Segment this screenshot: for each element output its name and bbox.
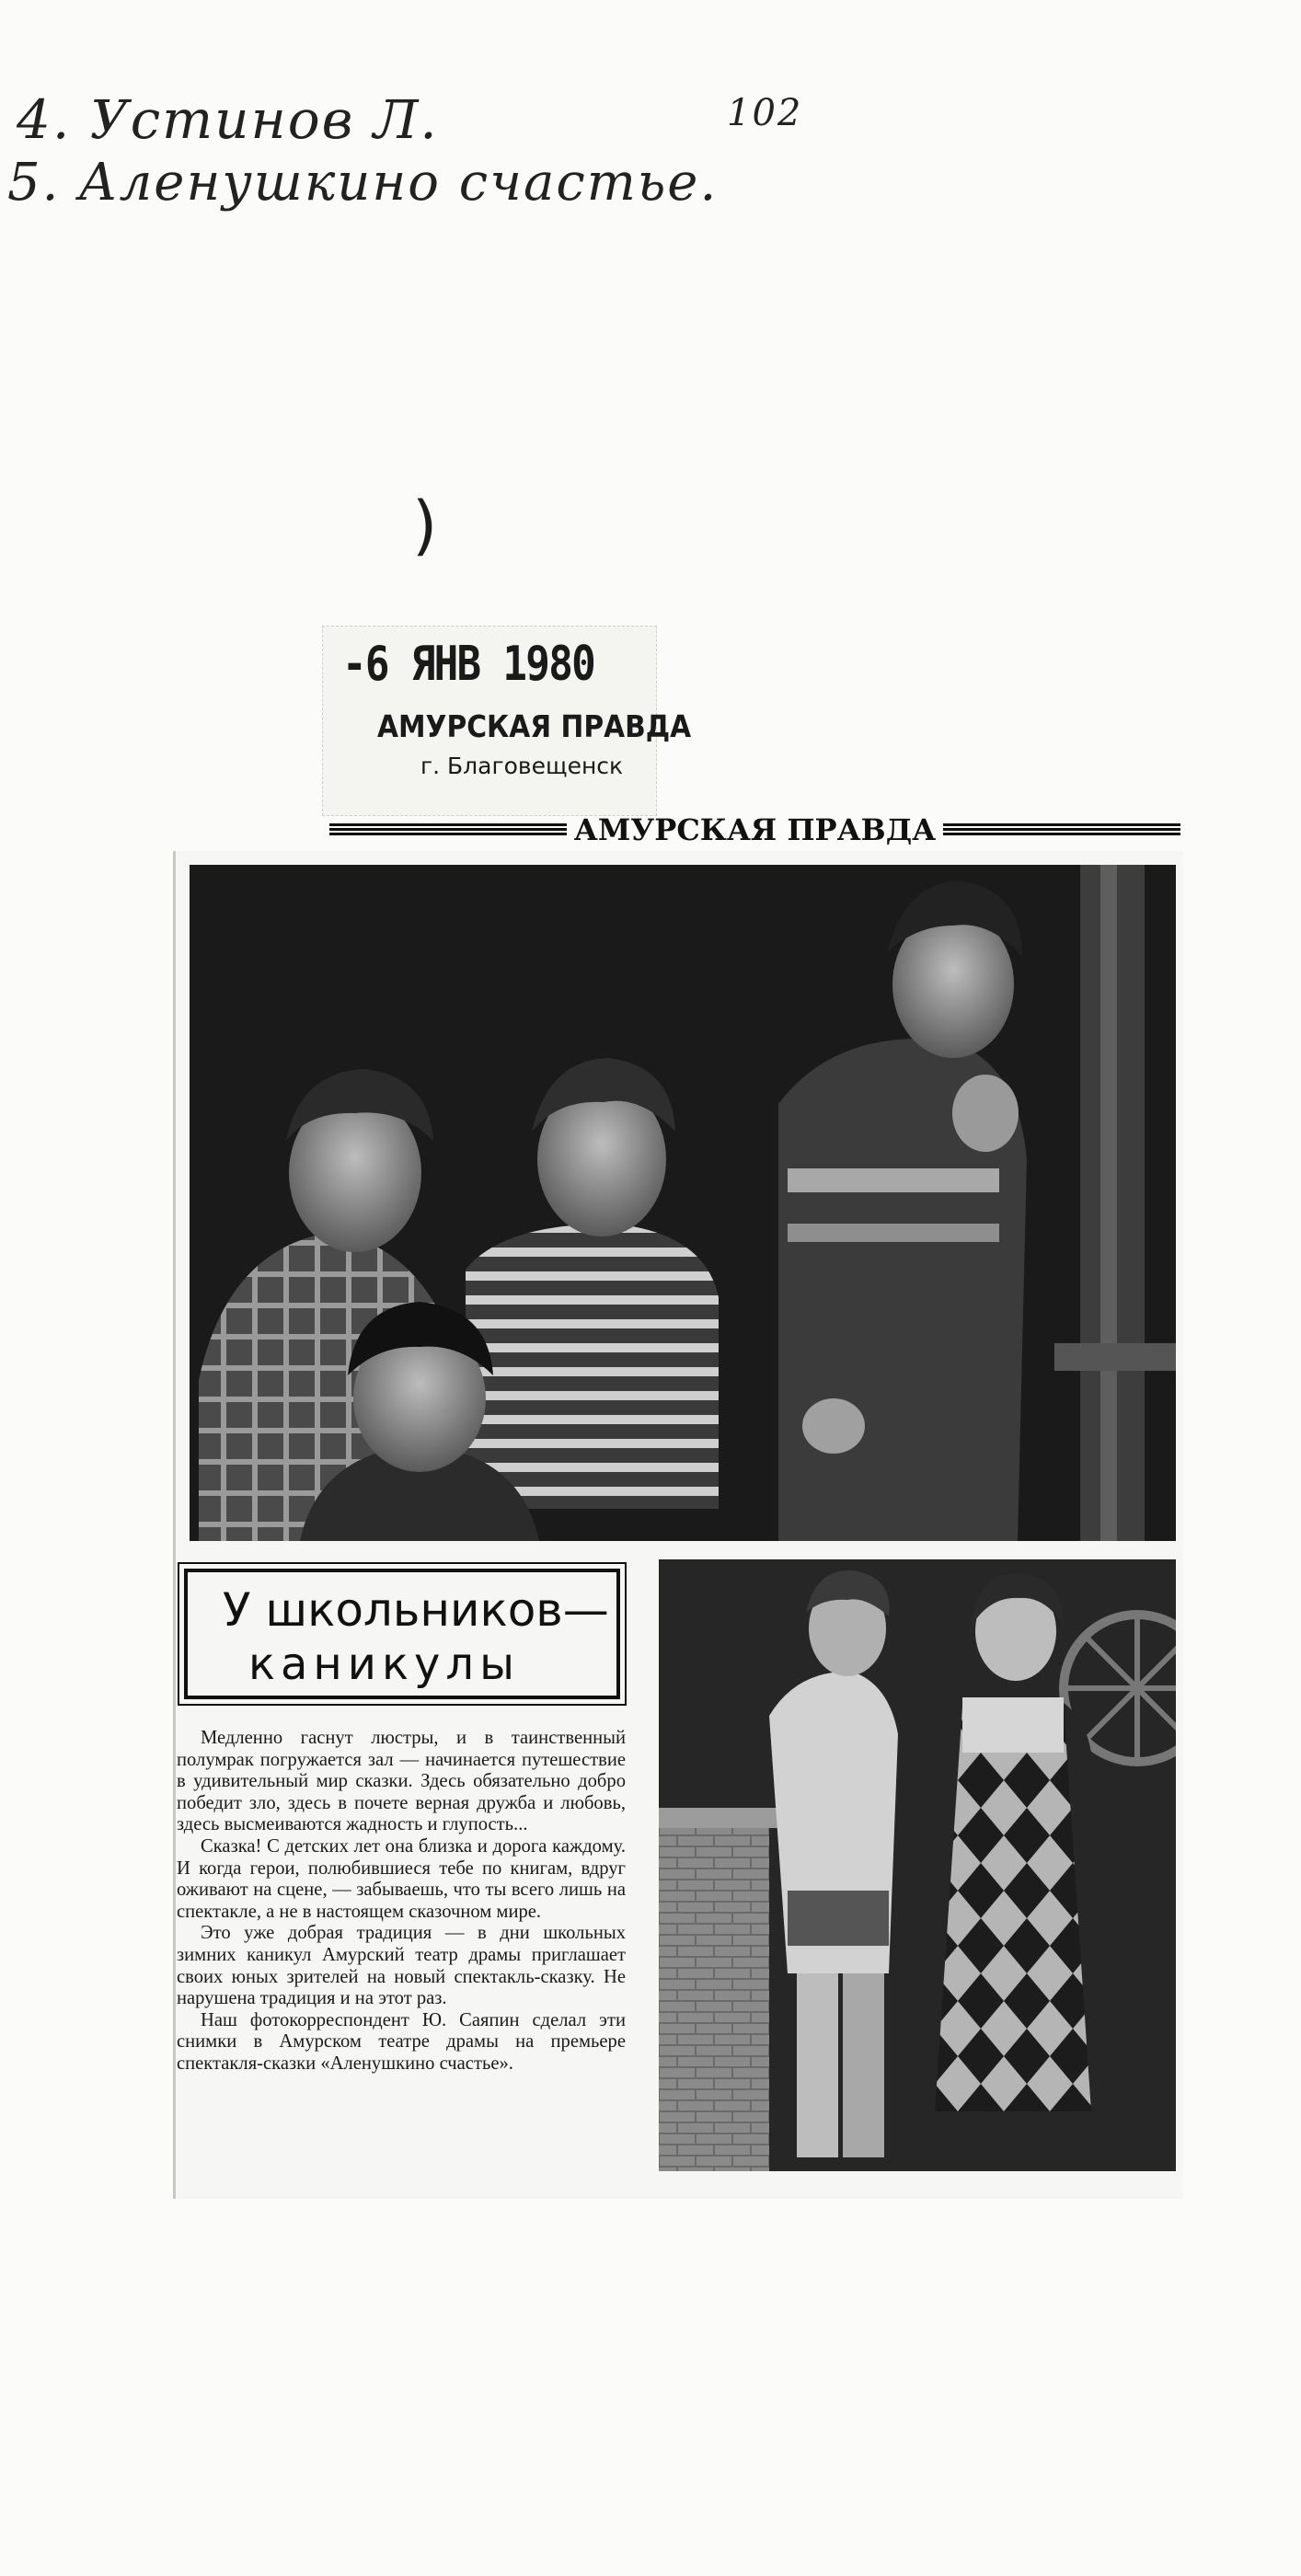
photo-stage-actors-illustration [659, 1559, 1176, 2171]
masthead [329, 812, 1180, 847]
headline-line-1: У школьников— [223, 1583, 609, 1637]
masthead-title: АМУРСКАЯ ПРАВДА [573, 812, 937, 847]
article-body [177, 1728, 626, 2076]
stamp-date: -6 ЯНВ 1980 [342, 637, 595, 692]
article-paragraph: Сказка! С детских лет она близка и дорога каждому. И когда герои, полюбившиеся тебе по книгам, вдруг оживают на сцене, — забываешь, что ты всего лишь на спектакле, а не в настоящем сказочном мире. [177, 1835, 626, 1922]
photo-children-audience [190, 865, 1176, 1541]
headline-line-2: каникулы [248, 1639, 520, 1690]
photo-stage-actors [659, 1559, 1176, 2171]
stamp-newspaper-name: АМУРСКАЯ ПРАВДА [377, 708, 692, 744]
handwritten-note-1: 4. Устинов Л. [17, 88, 439, 151]
article-paragraph: Медленно гаснут люстры, и в таинственный полумрак погружается зал — начинается путешествие в удивительный мир сказки. Здесь обязательно добро победит зло, здесь в почете верная дружба и любовь, здесь высмеиваются жадность и глупость... [177, 1728, 626, 1835]
handwritten-note-2: 5. Аленушкино счастье. [7, 153, 719, 213]
masthead-rule-right [943, 823, 1180, 836]
bracket-mark: ) [412, 488, 438, 563]
masthead-rule-left [329, 823, 567, 836]
article-paragraph: Это уже добрая традиция — в дни школьных зимних каникул Амурский театр драмы приглашает своих юных зрителей на новый спектакль-сказку. Не нарушена традиция и на этот раз. [177, 1923, 626, 2009]
photo-children-audience-illustration [190, 865, 1176, 1541]
handwritten-page-number: 102 [727, 92, 803, 134]
article-paragraph: Наш фотокорреспондент Ю. Саяпин сделал эти снимки в Амурском театре драмы на премьере спектакля-сказки «Аленушкино счастье». [177, 2009, 626, 2074]
headline-box [184, 1569, 620, 1699]
stamp-city: г. Благовещенск [420, 753, 624, 779]
